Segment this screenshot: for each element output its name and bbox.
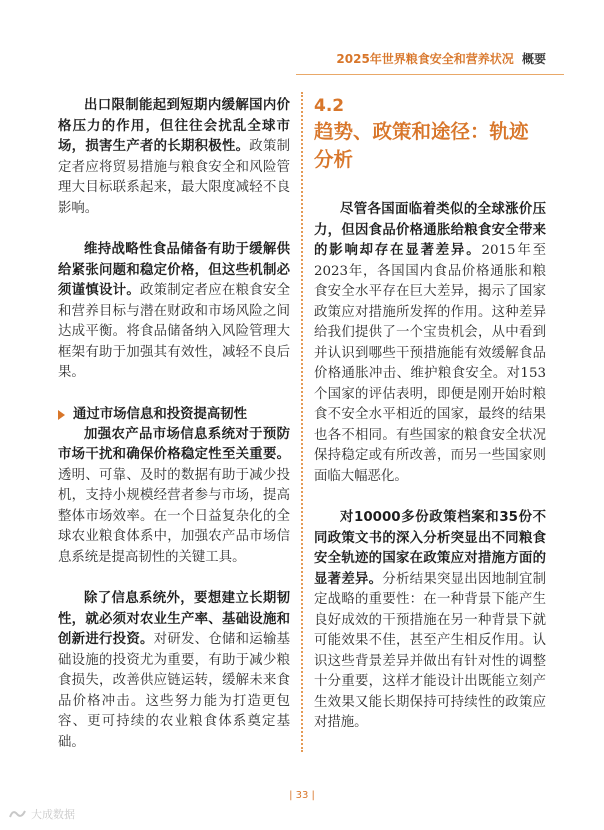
paragraph-body: 透明、可靠、及时的数据有助于减少投机，支持小规模经营者参与市场，提高整体市场效率。在一个日益复杂化的全球农业粮食体系中，加强农产品市场信息系统是提高韧性的关键工具。	[58, 467, 290, 565]
paragraph-lead: 出口限制能起到短期内缓解国内价格压力的作用，但往往会扰乱全球市场，损害生产者的长期积极性。	[58, 98, 290, 154]
paragraph-export-restrictions	[58, 96, 290, 219]
watermark	[8, 806, 75, 822]
left-column	[58, 96, 290, 774]
paragraph-lead: 加强农产品市场信息系统对于预防市场干扰和确保价格稳定性至关重要。	[58, 426, 290, 462]
paragraph-market-info	[58, 425, 290, 569]
paragraph-body: 2015年至2023年，各国国内食品价格通胀和粮食安全水平存在巨大差异，揭示了国家政策应对措施所发挥的作用。这种差异给我们提供了一个宝贵机会，从中看到并认识到哪些干预措施能有效缓解食品价格通胀冲击、维护粮食安全。对153个国家的评估表明，即便是刚开始时粮食不安全水平相近的国家，最终的结果也各不相同。有些国家的粮食安全状况保持稳定或有所改善，而另一些国家则面临大幅恶化。	[314, 243, 547, 484]
page-number: | 33 |	[289, 790, 315, 801]
paragraph-body: 政策制定者应在粮食安全和营养目标与潜在财政和市场风险之间达成平衡。将食品储备纳入风险管理大框架有助于加强其有效性，减轻不良后果。	[58, 283, 291, 380]
watermark-text: 大成数据	[31, 808, 75, 821]
paragraph-body: 对研发、仓储和运输基础设施的投资尤为重要，有助于减少粮食损失，改善供应链运转，缓解未来食品价格冲击。这些努力能为打造更包容、更可持续的农业粮食体系奠定基础。	[58, 632, 291, 750]
section-number: 4.2	[314, 96, 345, 116]
paragraph-body: 政策制定者应将贸易措施与粮食安全和风险管理大目标联系起来，最大限度减轻不良影响。	[58, 139, 291, 216]
triangle-bullet-icon	[58, 410, 65, 420]
section-label: 概要	[521, 52, 546, 66]
subheading-resilience	[58, 405, 290, 425]
paragraph-policy-analysis	[314, 508, 546, 734]
column-divider	[301, 92, 303, 752]
watermark-logo-icon	[8, 808, 28, 820]
subheading-text: 通过市场信息和投资提高韧性	[73, 406, 248, 422]
paragraph-food-reserves	[58, 240, 290, 384]
running-header	[336, 50, 546, 67]
report-title: 2025年世界粮食安全和营养状况	[336, 52, 514, 66]
paragraph-investment	[58, 589, 290, 753]
paragraph-lead: 维持战略性食品储备有助于缓解供给紧张问题和稳定价格，但这些机制必须谨慎设计。	[58, 242, 290, 298]
paragraph-lead: 对10000多份政策档案和35份不同政策文书的深入分析突显出不同粮食安全轨迹的国家在政策应对措施方面的显著差异。	[314, 510, 546, 587]
paragraph-body: 分析结果突显出因地制宜制定战略的重要性：在一种背景下能产生良好成效的干预措施在另一种背景下就可能效果不佳，甚至产生相反作用。认识这些背景差异并做出有针对性的调整十分重要，这样才能设计出既能立刻产生效果又能长期保持可持续性的政策应对措施。	[314, 571, 547, 730]
header-rule	[296, 74, 564, 75]
paragraph-price-pressure	[314, 200, 546, 487]
section-title: 趋势、政策和途径：轨迹分析	[314, 120, 529, 171]
paragraph-lead: 尽管各国面临着类似的全球涨价压力，但因食品价格通胀给粮食安全带来的影响却存在显著差异。	[314, 202, 546, 258]
paragraph-lead: 除了信息系统外，要想建立长期韧性，就必须对农业生产率、基础设施和创新进行投资。	[58, 591, 290, 647]
right-column	[314, 96, 546, 755]
